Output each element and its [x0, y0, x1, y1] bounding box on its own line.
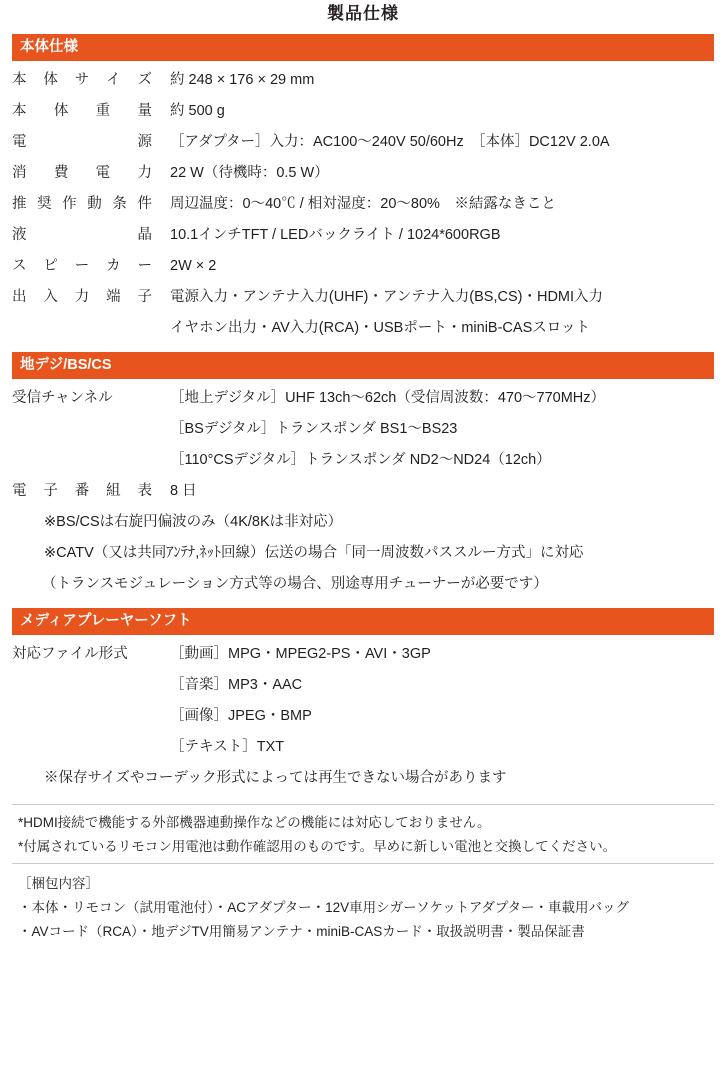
spec-table-body-spec — [12, 65, 714, 344]
table-row — [12, 189, 714, 220]
row-label: 本 体 重 量 — [12, 103, 152, 119]
note-text: （トランスモジュレーション方式等の場合、別途専用チューナーが必要です） — [42, 576, 548, 592]
table-row — [12, 251, 714, 282]
row-value: 2W × 2 — [170, 258, 217, 274]
row-value: 22 W（待機時：0.5 W） — [170, 165, 329, 181]
row-value: 周辺温度：0〜40℃ / 相対湿度：20〜80% ※結露なきこと — [170, 196, 556, 212]
row-label: 電 子 番 組 表 — [12, 483, 152, 499]
row-value: 10.1インチTFT / LEDバックライト / 1024*600RGB — [170, 227, 501, 243]
note-text: ※CATV（又は共同ｱﾝﾃﾅ,ﾈｯﾄ回線）伝送の場合「同一周波数パススルー方式」に対応 — [44, 545, 584, 561]
package-contents — [12, 872, 714, 944]
footnote-text: *付属されているリモコン用電池は動作確認用のものです。早めに新しい電池と交換してください。 — [18, 839, 617, 854]
row-label: 消 費 電 力 — [12, 165, 152, 181]
table-row — [12, 476, 714, 507]
spec-table-media-player — [12, 639, 714, 763]
page-title: 製品仕様 — [327, 4, 399, 23]
row-value: 約 500 g — [170, 103, 225, 119]
table-row — [12, 158, 714, 189]
row-label: 受信チャンネル — [12, 390, 113, 406]
row-value: ［動画］MPG・MPEG2-PS・AVI・3GP ［音楽］MP3・AAC ［画像］JPEG・BMP ［テキスト］TXT — [170, 646, 431, 755]
table-row — [12, 127, 714, 158]
divider-group — [12, 804, 714, 864]
row-label: ス ピ ー カ ー — [12, 258, 152, 274]
note-text: ※BS/CSは右旋円偏波のみ（4K/8Kは非対応） — [44, 514, 343, 530]
table-row — [12, 96, 714, 127]
package-line: ・本体・リモコン（試用電池付）・ACアダプター・12V車用シガーソケットアダプター・車載用バッグ — [18, 900, 629, 915]
table-row — [12, 282, 714, 344]
spec-table-broadcast — [12, 383, 714, 507]
section-header-media-player: メディアプレーヤーソフト — [12, 608, 714, 635]
table-row — [12, 383, 714, 476]
divider-bottom — [12, 863, 714, 864]
table-row — [12, 220, 714, 251]
divider-top — [12, 804, 714, 805]
footnote-text: *HDMI接続で機能する外部機器連動操作などの機能には対応しておりません。 — [18, 815, 491, 830]
package-title: ［梱包内容］ — [18, 876, 99, 891]
table-row — [12, 639, 714, 763]
section-header-body-spec: 本体仕様 — [12, 34, 714, 61]
row-label: 電 源 — [12, 134, 152, 150]
package-line: ・AVコード（RCA）・地デジTV用簡易アンテナ・miniB-CASカード・取扱説明書・製品保証書 — [18, 924, 585, 939]
row-value: ［アダプター］入力：AC100〜240V 50/60Hz ［本体］DC12V 2.0A — [170, 134, 610, 150]
row-value: 電源入力・アンテナ入力(UHF)・アンテナ入力(BS,CS)・HDMI入力 イヤホン出力・AV入力(RCA)・USBポート・miniB-CASスロット — [170, 289, 604, 336]
row-value: ［地上デジタル］UHF 13ch〜62ch（受信周波数：470〜770MHz） ［BSデジタル］トランスポンダ BS1〜BS23 ［110°CSデジタル］トランスポンダ ND2〜ND24（12ch） — [170, 390, 606, 468]
row-label: 対応ファイル形式 — [12, 646, 128, 662]
table-row — [12, 65, 714, 96]
row-value: 約 248 × 176 × 29 mm — [170, 72, 315, 88]
row-label: 液 晶 — [12, 227, 152, 243]
note-text: ※保存サイズやコーデック形式によっては再生できない場合があります — [44, 770, 507, 786]
row-value: 8 日 — [170, 483, 197, 499]
section-header-broadcast: 地デジ/BS/CS — [12, 352, 714, 379]
footnotes — [12, 811, 714, 859]
row-label: 本 体 サ イ ズ — [12, 72, 152, 88]
row-label: 推 奨 作 動 条 件 — [12, 196, 152, 212]
row-label: 出 入 力 端 子 — [12, 289, 152, 305]
